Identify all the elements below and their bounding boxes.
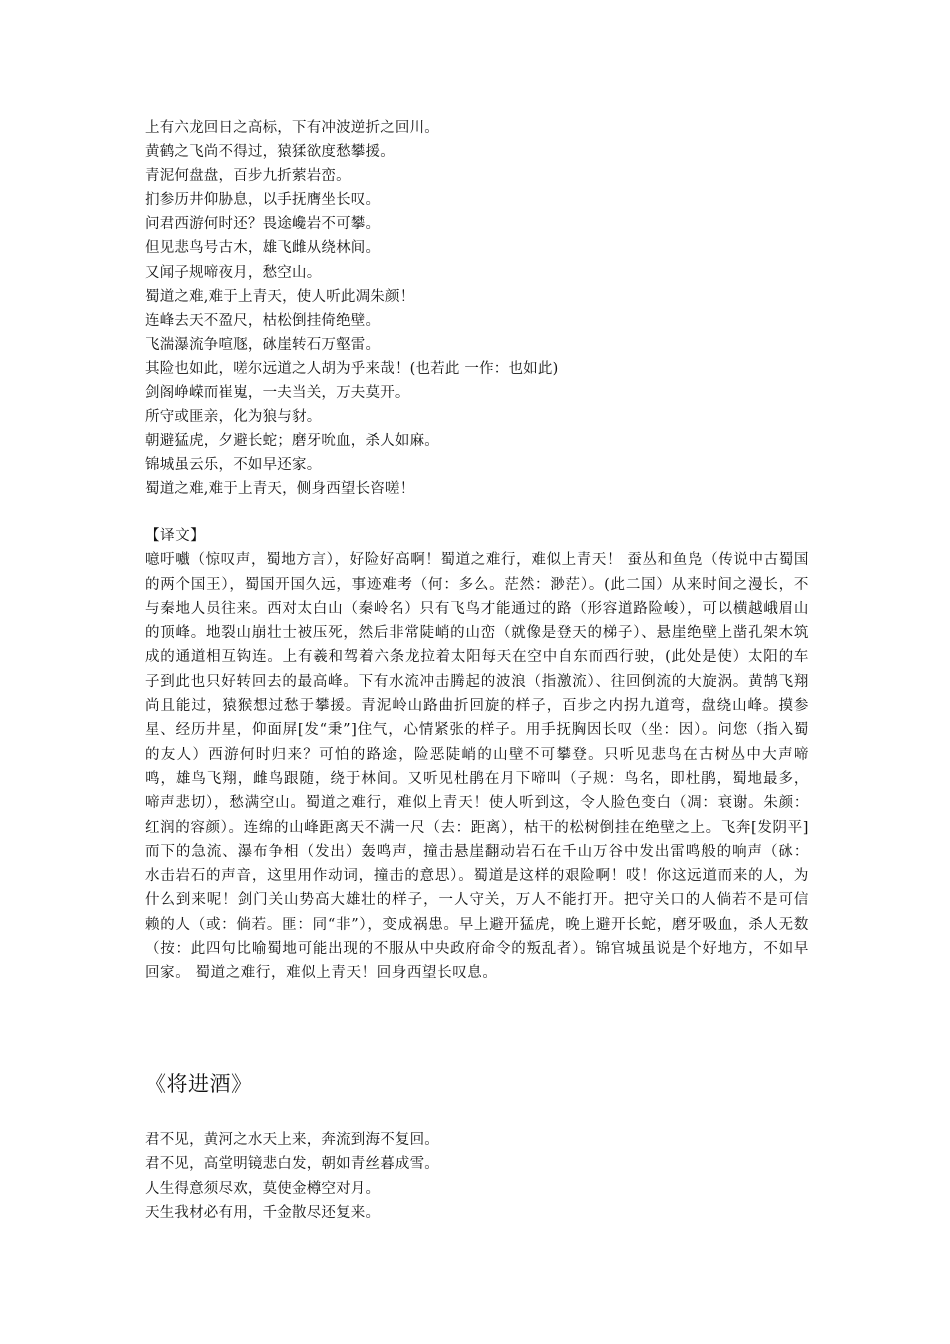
poem-line: 蜀道之难,难于上青天，使人听此凋朱颜！ bbox=[145, 288, 415, 305]
translation-section bbox=[145, 524, 809, 986]
poem-line: 青泥何盘盘，百步九折萦岩峦。 bbox=[145, 168, 351, 185]
poem-line: 所守或匪亲，化为狼与豺。 bbox=[145, 409, 322, 426]
poem-line: 又闻子规啼夜月，愁空山。 bbox=[145, 264, 322, 281]
poem-line: 问君西游何时还？畏途巉岩不可攀。 bbox=[145, 216, 381, 233]
poem-line: 人生得意须尽欢，莫使金樽空对月。 bbox=[145, 1180, 381, 1197]
poem-shudaonan-excerpt bbox=[145, 116, 825, 502]
translation-body: 噫吁嚱（惊叹声，蜀地方言），好险好高啊！蜀道之难行，难似上青天！ 蚕丛和鱼凫（传说中古蜀国的两个国王），蜀国开国久远，事迹难考（何：多么。茫然：渺茫）。(此二国）从来时间之漫长，不与秦地人员往来。西对太白山（秦岭名）只有飞鸟才能通过的路（形容道路险峻），可以横越峨眉山的顶峰。地裂山崩壮士被压死，然后非常陡峭的山峦（就像是登天的梯子）、悬崖绝壁上凿孔架木筑成的通道相互钩连。上有羲和驾着六条龙拉着太阳每天在空中自东而西行驶，(此处是使）太阳的车子到此也只好转回去的最高峰。下有水流冲击腾起的波浪（指激流）、往回倒流的大旋涡。黄鹄飞翔尚且能过，猿猴想过愁于攀援。青泥岭山路曲折回旋的样子，百步之内拐九道弯，盘绕山峰。摸参星、经历井星，仰面屏[发“秉”]住气，心情紧张的样子。用手抚胸因长叹（坐：因）。问您（指入蜀的友人）西游何时归来？可怕的路途，险恶陡峭的山壁不可攀登。只听见悲鸟在古树丛中大声啼鸣，雄鸟飞翔，雌鸟跟随，绕于林间。又听见杜鹃在月下啼叫（子规：鸟名，即杜鹃，蜀地最多，啼声悲切），愁满空山。蜀道之难行，难似上青天！使人听到这，令人脸色变白（凋：衰谢。朱颜：红润的容颜）。连绵的山峰距离天不满一尺（去：距离），枯干的松树倒挂在绝壁之上。飞奔[发阴平]而下的急流、瀑布争相（发出）轰鸣声，撞击悬崖翻动岩石在千山万谷中发出雷鸣般的响声（砯：水击岩石的声音，这里用作动词，撞击的意思）。蜀道是这样的艰险啊！哎！你这远道而来的人，为什么到来呢！剑门关山势高大雄壮的样子，一人守关，万人不能打开。把守关口的人倘若不是可信赖的人（或：倘若。匪：同“非”），变成祸患。早上避开猛虎，晚上避开长蛇，磨牙吸血，杀人无数（按：此四句比喻蜀地可能出现的不服从中央政府命令的叛乱者）。锦官城虽说是个好地方，不如早回家。 蜀道之难行，难似上青天！回身西望长叹息。 bbox=[145, 552, 809, 982]
poem-jiangjinjiu bbox=[145, 1128, 825, 1225]
poem-line: 上有六龙回日之高标，下有冲波逆折之回川。 bbox=[145, 120, 439, 136]
poem-line: 蜀道之难,难于上青天，侧身西望长咨嗟！ bbox=[145, 481, 415, 498]
poem-line: 君不见，黄河之水天上来，奔流到海不复回。 bbox=[145, 1132, 439, 1148]
poem-line: 朝避猛虎，夕避长蛇；磨牙吮血，杀人如麻。 bbox=[145, 433, 439, 450]
poem-line: 飞湍瀑流争喧豗，砯崖转石万壑雷。 bbox=[145, 336, 381, 353]
poem-line: 锦城虽云乐，不如早还家。 bbox=[145, 457, 322, 474]
poem-line: 剑阁峥嵘而崔嵬，一夫当关，万夫莫开。 bbox=[145, 385, 410, 402]
poem-line: 黄鹤之飞尚不得过，猿猱欲度愁攀援。 bbox=[145, 144, 395, 161]
poem-line: 君不见，高堂明镜悲白发，朝如青丝暮成雪。 bbox=[145, 1156, 439, 1173]
poem-title-jiangjinjiu: 《将进酒》 bbox=[145, 1072, 253, 1096]
poem-line: 其险也如此，嗟尔远道之人胡为乎来哉！(也若此 一作：也如此) bbox=[145, 360, 559, 377]
poem-line: 天生我材必有用，千金散尽还复来。 bbox=[145, 1204, 381, 1221]
poem-line: 但见悲鸟号古木，雄飞雌从绕林间。 bbox=[145, 240, 381, 257]
poem-line: 扪参历井仰胁息，以手抚膺坐长叹。 bbox=[145, 192, 381, 209]
translation-heading: 【译文】 bbox=[145, 528, 206, 544]
poem-line: 连峰去天不盈尺，枯松倒挂倚绝壁。 bbox=[145, 312, 381, 329]
